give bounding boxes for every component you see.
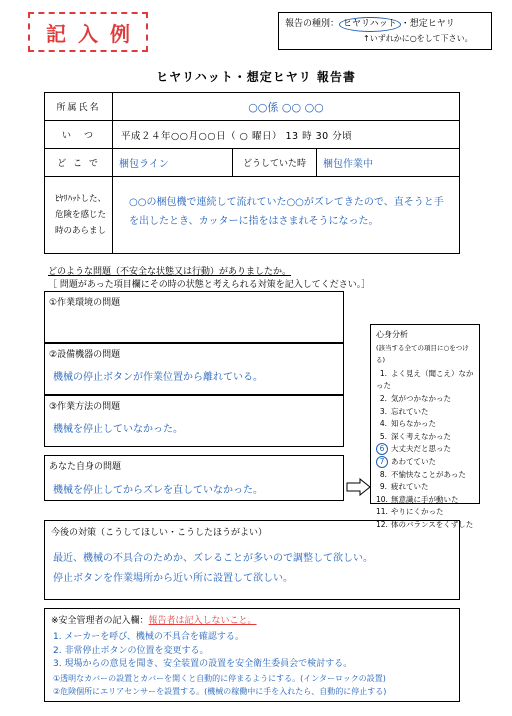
doing-field[interactable]: 梱包作業中 xyxy=(317,149,459,177)
mind-item[interactable] xyxy=(376,418,474,431)
report-type-hint: ↑いずれかに○をして下さい。 xyxy=(363,34,473,43)
mind-item-label: 忘れていた xyxy=(391,406,429,416)
mind-item-circled-number: 6 xyxy=(376,443,388,455)
future-label: 今後の対策（こうしてほしい・こうしたほうがよい） xyxy=(51,528,268,538)
mind-item-label: 大丈夫だと思った xyxy=(391,444,451,454)
mind-item-number: 1. xyxy=(379,368,387,378)
mind-item[interactable] xyxy=(376,368,474,393)
mind-analysis-box xyxy=(370,324,480,529)
future-box xyxy=(44,520,460,600)
mind-item[interactable] xyxy=(376,406,474,419)
mind-item-number: 9. xyxy=(379,482,387,492)
mind-item-label: 深く考えなかった xyxy=(391,431,451,441)
mind-item-label: 不愉快なことがあった xyxy=(391,469,466,479)
mind-item-number: 3. xyxy=(379,406,387,416)
mind-item-label: あわてていた xyxy=(391,456,436,466)
safety-line-1[interactable]: 1. メーカーを呼び、機械の不具合を確認する。 xyxy=(53,632,244,642)
equipment-field[interactable]: 機械の停止ボタンが作業位置から離れている。 xyxy=(53,372,263,383)
summary-field[interactable]: ○○の梱包機で連続して流れていた○○がズレてきたので、直そうと手を出したとき、カッターに指をはさまれそうになった。 xyxy=(129,197,444,227)
safety-label: ※安全管理者の記入欄： xyxy=(51,616,149,626)
report-type-selected[interactable]: ヒヤリハット xyxy=(339,17,401,32)
report-type-label: 報告の種別： xyxy=(285,19,340,29)
method-label: ③作業方法の問題 xyxy=(49,402,121,412)
problem-instruction: ［ 問題があった項目欄にその時の状態と考えられる対策を記入してください。］ xyxy=(48,280,371,290)
equipment-label: ②設備機器の問題 xyxy=(49,350,121,360)
safety-box xyxy=(44,608,460,702)
doing-label: どうしていた時 xyxy=(233,149,317,177)
affiliation-field[interactable]: ○○係 ○○ ○○ xyxy=(113,93,459,121)
where-field[interactable]: 梱包ライン xyxy=(113,149,233,177)
mind-item-number: 10. xyxy=(376,494,388,504)
mind-item[interactable] xyxy=(376,506,474,519)
mind-item-circled-number: 7 xyxy=(376,456,388,468)
future-line-2[interactable]: 停止ボタンを作業場所から近い所に設置して欲しい。 xyxy=(53,573,293,584)
future-line-1[interactable]: 最近、機械の不具合のためか、ズレることが多いので調整して欲しい。 xyxy=(53,553,373,564)
equipment-box xyxy=(44,343,344,395)
report-type-box xyxy=(278,12,492,50)
mind-item-number: 2. xyxy=(379,393,387,403)
when-label: い つ xyxy=(45,121,113,149)
mind-title: 心身分析 xyxy=(376,330,408,339)
self-field[interactable]: 機械を停止してからズレを直していなかった。 xyxy=(53,485,263,496)
mind-item-label: 無意識に手が動いた xyxy=(391,494,459,504)
mind-item-number: 11. xyxy=(376,507,388,517)
mind-item-label: よく見え（聞こえ）なかった xyxy=(376,368,474,391)
mind-item-number: 4. xyxy=(379,419,387,429)
method-box xyxy=(44,395,344,447)
safety-line-5[interactable]: ②危険個所にエリアセンサーを設置する。(機械の稼働中に手を入れたら、自動的に停止する) xyxy=(53,687,387,696)
mind-item-number: 8. xyxy=(379,469,387,479)
mind-item[interactable] xyxy=(376,431,474,444)
self-label: あなた自身の問題 xyxy=(49,462,122,472)
problem-question: どのような問題（不安全な状態又は行動）がありましたか。 xyxy=(48,267,292,277)
mind-item[interactable] xyxy=(376,443,474,456)
mind-subtitle: (該当する全ての項目に○をつける) xyxy=(376,343,469,365)
mind-item-label: 気がつかなかった xyxy=(391,393,451,403)
mind-item[interactable] xyxy=(376,494,474,507)
mind-item[interactable] xyxy=(376,481,474,494)
summary-label: ﾋﾔﾘﾊｯﾄした、危険を感じた時のあらまし xyxy=(45,177,113,253)
report-type-separator: ・ xyxy=(400,19,410,29)
page-title: ヒヤリハット・想定ヒヤリ 報告書 xyxy=(156,70,356,84)
report-form xyxy=(44,92,460,254)
method-field[interactable]: 機械を停止していなかった。 xyxy=(53,424,183,435)
mind-item-label: 体のバランスをくずした xyxy=(391,519,474,529)
safety-note: 報告者は記入しないこと。 xyxy=(148,616,257,626)
report-type-other[interactable]: 想定ヒヤリ xyxy=(409,19,455,29)
safety-lines xyxy=(53,631,386,699)
environment-label: ①作業環境の問題 xyxy=(49,298,121,308)
self-box xyxy=(44,455,344,501)
mind-item[interactable] xyxy=(376,469,474,482)
mind-item[interactable] xyxy=(376,456,474,469)
mind-item-label: 知らなかった xyxy=(391,419,436,429)
arrow-right-icon xyxy=(346,478,372,496)
safety-line-3[interactable]: 3. 現場からの意見を聞き、安全装置の設置を安全衛生委員会で検討する。 xyxy=(53,659,353,669)
when-field[interactable]: 平成２４年○○月○○日（ ○ 曜日） 13 時 30 分頃 xyxy=(113,121,459,149)
mind-list xyxy=(376,368,474,532)
mind-item-label: 疲れていた xyxy=(391,482,429,492)
environment-box xyxy=(44,291,344,343)
mind-item-number: 5. xyxy=(379,431,387,441)
affiliation-label: 所属氏名 xyxy=(45,93,113,121)
safety-line-4[interactable]: ①透明なカバーの設置とカバーを開くと自動的に停まるようにする。(インターロックの設置) xyxy=(53,673,386,683)
mind-item-label: やりにくかった xyxy=(391,507,444,517)
mind-item[interactable] xyxy=(376,393,474,406)
sample-stamp: 記入例 xyxy=(28,12,148,52)
where-label: ど こ で xyxy=(45,149,113,177)
safety-line-2[interactable]: 2. 非常停止ボタンの位置を変更する。 xyxy=(53,645,209,656)
mind-item-number: 12. xyxy=(376,519,388,529)
